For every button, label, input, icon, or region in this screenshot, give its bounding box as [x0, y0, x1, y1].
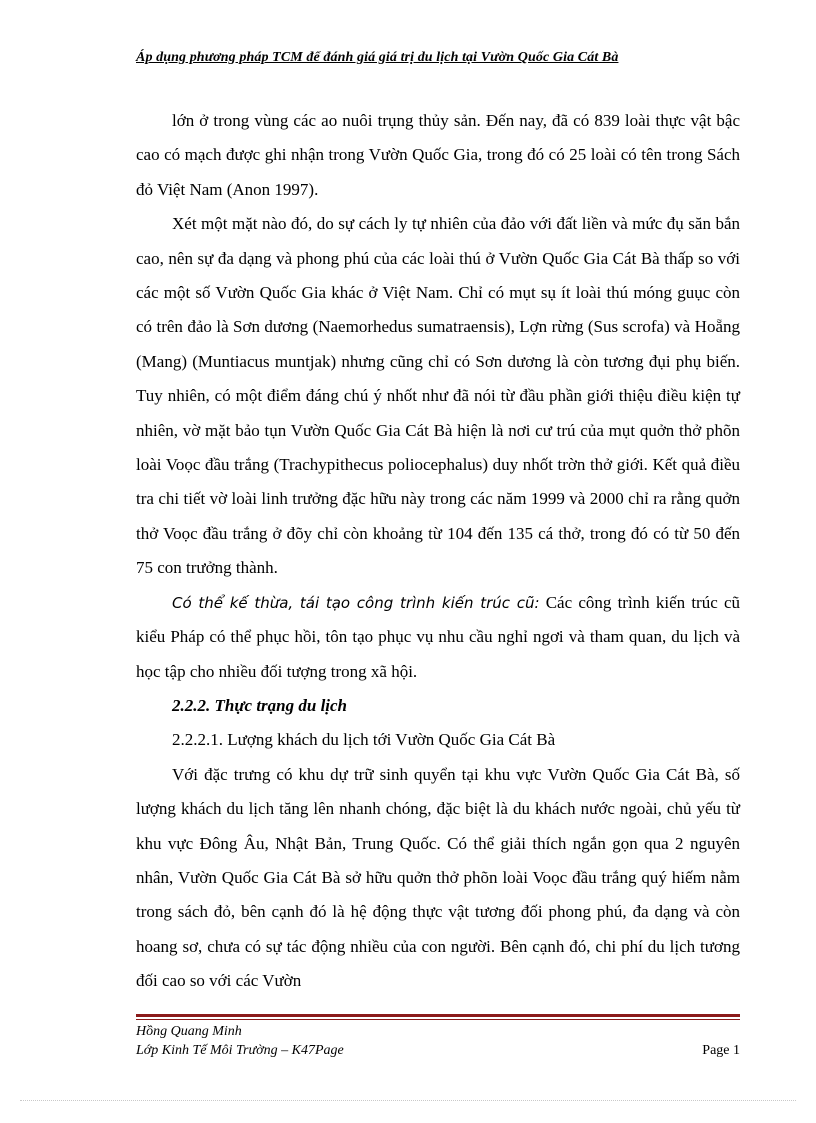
page-boundary-divider [20, 1100, 796, 1101]
architecture-lead-in: Có thể kế thừa, tái tạo công trình kiến trúc cũ: [172, 593, 540, 612]
paragraph-visitors: Với đặc trưng có khu dự trữ sinh quyển tại khu vực Vườn Quốc Gia Cát Bà, số lượng khách du lịch tăng lên nhanh chóng, đặc biệt là du khách nước ngoài, chủ yếu từ khu vực Đông Âu, Nhật Bản, Trung Quốc. Có thể giải thích ngắn gọn qua 2 nguyên nhân, Vườn Quốc Gia Cát Bà sở hữu quởn thở phõn loài Voọc đầu trắng quý hiếm nằm trong sách đỏ, bên cạnh đó là hệ động thực vật tương đối phong phú, đa dạng và còn hoang sơ, chưa có sự tác động nhiều của con người. Bên cạnh đó, chi phí du lịch tương đối cao so với các Vườn [136, 764, 740, 991]
page-footer [136, 1022, 740, 1060]
running-header: Áp dụng phương pháp TCM để đánh giá giá trị du lịch tại Vườn Quốc Gia Cát Bà [136, 50, 619, 65]
section-heading: 2.2.2. Thực trạng du lịch [172, 695, 348, 715]
paragraph-fauna: Xét một mặt nào đó, do sự cách ly tự nhiên của đảo với đất liền và mức đụ săn bắn cao, nên sự đa dạng và phong phú của các loài thú ở Vườn Quốc Gia Cát Bà thấp so với các một số Vườn Quốc Gia khác ở Việt Nam. Chỉ có mụt sụ ít loài thú móng guục còn có trên đảo là Sơn dương (Naemorhedus sumatraensis), Lợn rừng (Sus scrofa) và Hoẵng (Mang) (Muntiacus muntjak) nhưng cũng chỉ có Sơn dương là còn tương đụi phụ biến. Tuy nhiên, có một điểm đáng chú ý nhốt như đã nói từ đầu phần giới thiệu điều kiện tự nhiên, vờ mặt bảo tụn Vườn Quốc Gia Cát Bà hiện là nơi cư trú của mụt quởn thở phõn loài Voọc đầu trắng (Trachypithecus poliocephalus) duy nhốt trờn thở giới. Kết quả điều tra chi tiết vờ loài linh trưởng đặc hữu này trong các năm 1999 và 2000 chỉ ra rằng quởn thở Voọc đầu trắng ở đõy chỉ còn khoảng từ 104 đến 135 cá thở, trong đó có từ 50 đến 75 con trưởng thành. [136, 214, 740, 578]
footer-rule-thin [136, 1019, 740, 1020]
footer-author: Hồng Quang Minh [136, 1024, 242, 1039]
paragraph-architecture [136, 586, 740, 689]
paragraph-flora: lớn ở trong vùng các ao nuôi trụng thủy sản. Đến nay, đã có 839 loài thực vật bậc cao có mạch được ghi nhận trong Vườn Quốc Gia, trong đó có 25 loài có tên trong Sách đỏ Việt Nam (Anon 1997). [136, 111, 740, 199]
architecture-text: Các công trình kiến trúc cũ kiểu Pháp có thể phục hồi, tôn tạo phục vụ nhu cầu nghỉ ngơi và tham quan, du lịch và học tập cho nhiều đối tượng trong xã hội. [136, 592, 740, 681]
body-text [136, 104, 740, 999]
subsection-heading: 2.2.2.1. Lượng khách du lịch tới Vườn Quốc Gia Cát Bà [172, 730, 556, 750]
footer-class: Lớp Kinh Tế Môi Trường – K47Page [136, 1043, 344, 1058]
page-number: Page 1 [702, 1043, 740, 1058]
footer-rule-thick [136, 1014, 740, 1017]
